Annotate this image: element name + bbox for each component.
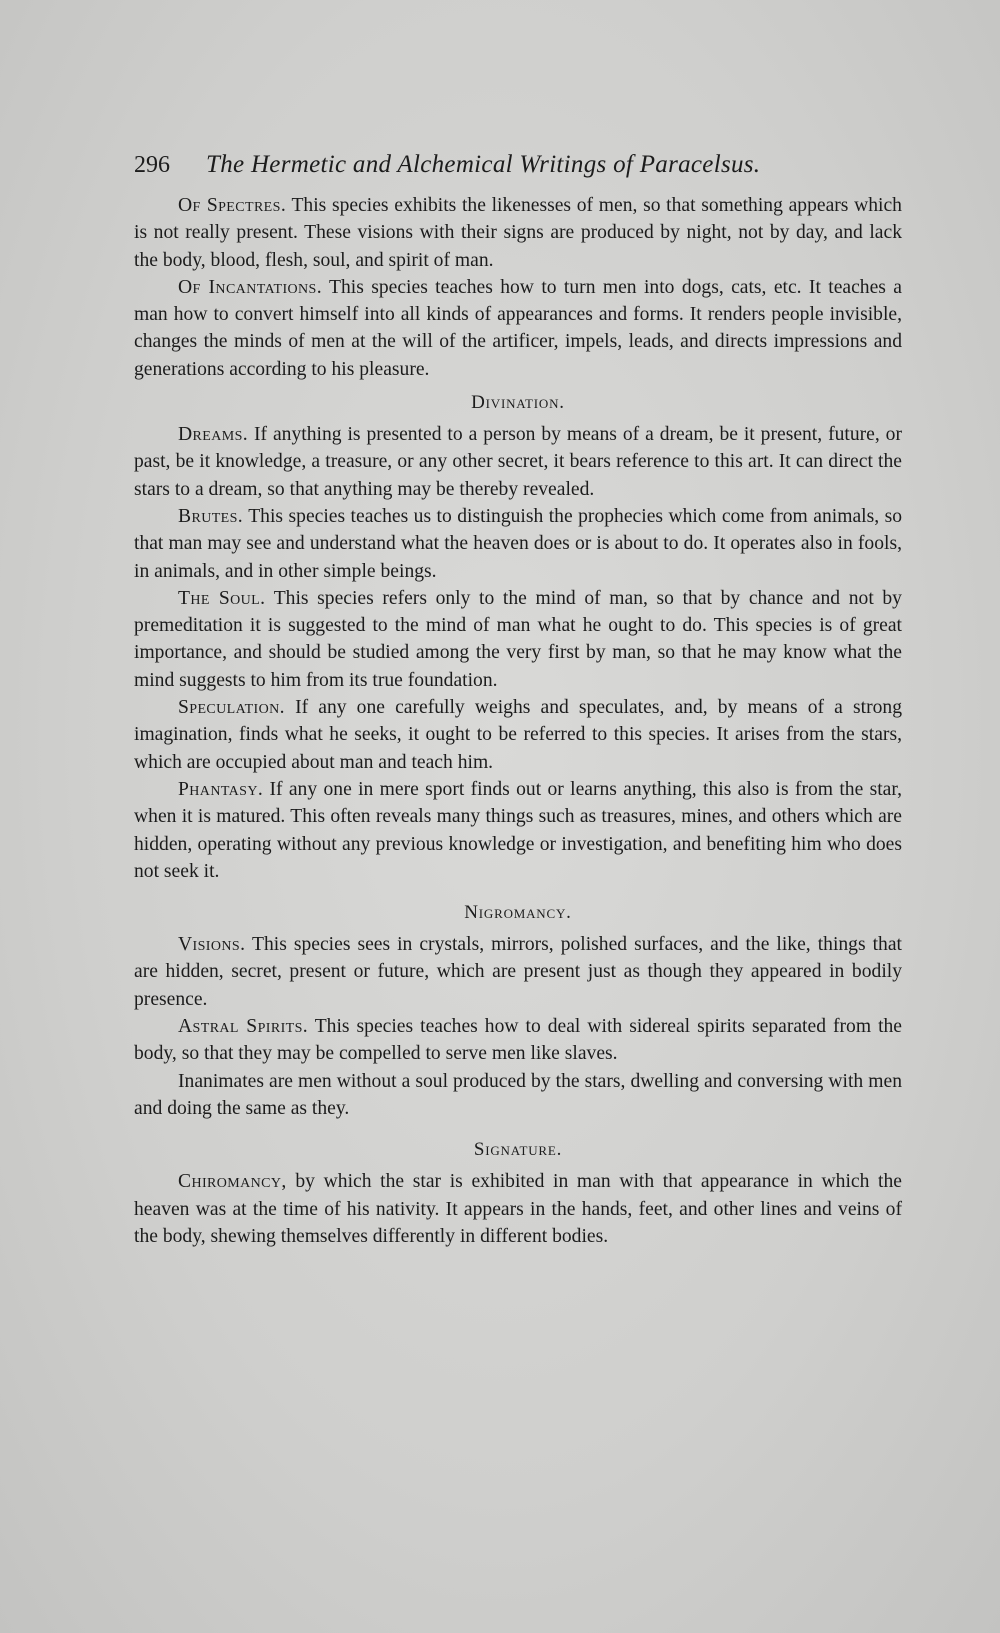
paragraph-lead: The Soul.	[178, 587, 266, 609]
paragraph-lead: Visions.	[178, 934, 246, 956]
paragraph-text: This species refers only to the mind of man, so that by chance and not by premeditation it is suggested to the mind of man what he ought to do. This species is of great importance, and should be studied among the very first by man, so that he may know what the mind suggests to him from its true foundation.	[134, 587, 902, 691]
paragraph-visions	[134, 931, 902, 1013]
paragraph-lead: Dreams.	[178, 424, 249, 446]
paragraph-lead: Chiromancy,	[178, 1171, 287, 1193]
paragraph-text: If anything is presented to a person by means of a dream, be it present, future, or past, be it knowledge, a treasure, or any other secret, it bears reference to this art. It can direct the stars to a dream, so that anything may be thereby revealed.	[134, 424, 902, 500]
paragraph-lead: Speculation.	[178, 697, 285, 719]
paragraph-text: by which the star is exhibited in man with that appearance in which the heaven was at the time of his nativity. It appears in the hands, feet, and other lines and veins of the body, shewing themselves differently in different bodies.	[134, 1171, 902, 1247]
paragraph-text: If any one carefully weighs and speculates, and, by means of a strong imagination, finds what he seeks, it ought to be referred to this species. It arises from the stars, which are occupied about man and teach him.	[134, 697, 902, 773]
paragraph-lead: Of Spectres.	[178, 195, 287, 216]
section-heading-signature: Signature.	[473, 1139, 563, 1161]
paragraph-text: This species teaches how to deal with sidereal spirits separated from the body, so that they may be compelled to serve men like slaves.	[134, 1016, 903, 1065]
paragraph-text: This species teaches us to distinguish the prophecies which come from animals, so that man may see and understand what the heaven does or is about to do. It operates also in fools, in animals, and in other simple beings.	[134, 505, 902, 582]
paragraph-lead: Of Incantations.	[178, 276, 323, 298]
running-title: The Hermetic and Alchemical Writings of Paracelsus.	[206, 151, 761, 178]
paragraph-lead: Astral Spirits.	[178, 1016, 309, 1038]
paragraph-text: Inanimates are men without a soul produced by the stars, dwelling and conversing with men and doing the same as they.	[134, 1070, 902, 1119]
paragraph-soul	[134, 585, 902, 694]
paragraph-lead: Phantasy.	[178, 778, 264, 800]
running-head	[134, 148, 902, 182]
paragraph-brutes	[134, 503, 902, 585]
paragraph-astral-spirits	[134, 1013, 902, 1068]
paragraph-lead: Brutes.	[178, 505, 244, 527]
paragraph-text: This species exhibits the likenesses of men, so that something appears which is not really present. These visions with their signs are produced by night, not by day, and lack the body, blood, flesh, soul, and spirit of man.	[134, 195, 902, 271]
paragraph-dreams	[134, 421, 902, 503]
paragraph-incantations	[134, 274, 902, 383]
paragraph-speculation	[134, 694, 902, 776]
page-number: 296	[134, 152, 170, 178]
paragraph-text: This species sees in crystals, mirrors, polished surfaces, and the like, things that are hidden, secret, present or future, which are present just as though they appeared in bodily presence.	[134, 934, 902, 1010]
page-content	[134, 148, 902, 1250]
paragraph-phantasy	[134, 776, 902, 885]
paragraph-spectres	[134, 192, 902, 274]
paragraph-text: If any one in mere sport finds out or learns anything, this also is from the star, when it is matured. This often reveals many things such as treasures, mines, and others which are hidden, operating without any previous knowledge or investigation, and benefiting him who does not seek it.	[134, 778, 902, 882]
paragraph-inanimates	[134, 1068, 902, 1123]
section-heading-divination: Divination.	[471, 392, 565, 414]
section-heading-nigromancy: Nigromancy.	[464, 902, 572, 924]
paragraph-chiromancy	[134, 1168, 902, 1250]
paragraph-text: This species teaches how to turn men into dogs, cats, etc. It teaches a man how to convert himself into all kinds of appearances and forms. It renders people invisible, changes the minds of men at the will of the artificer, impels, leads, and directs impressions and generations according to his pleasure.	[134, 276, 902, 380]
